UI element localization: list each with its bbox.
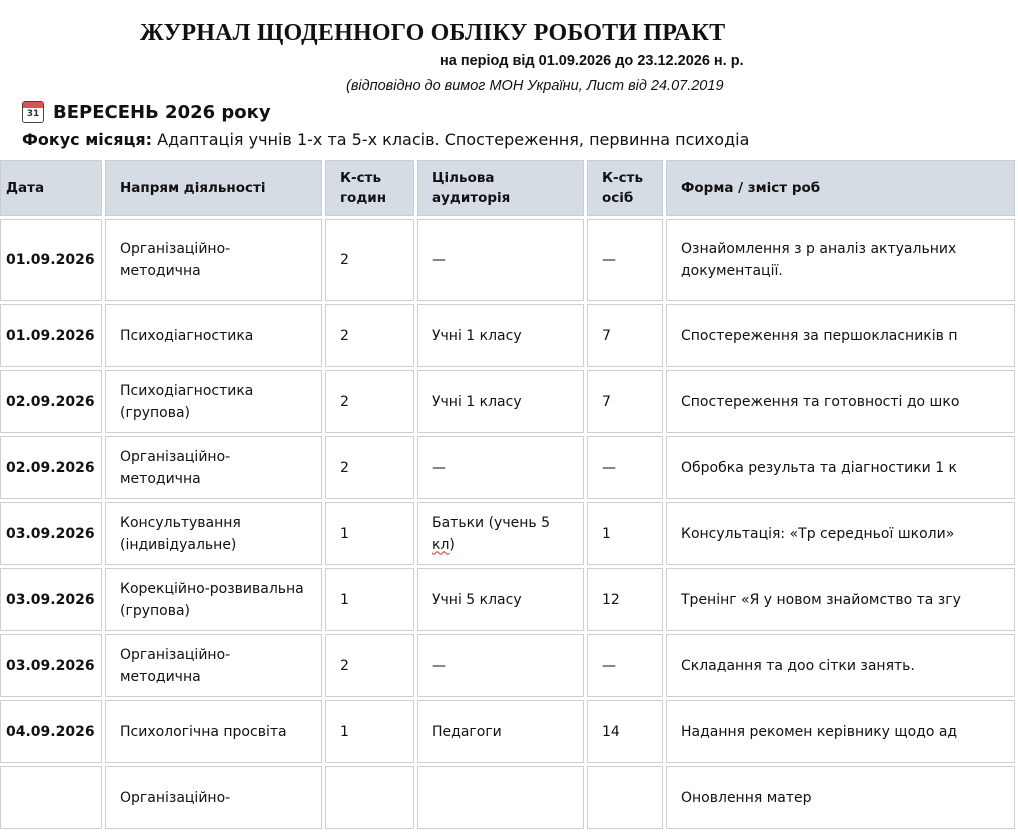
cell-direction: Консультування (індивідуальне) (105, 502, 322, 565)
table-row (0, 502, 1015, 565)
cell-date (0, 766, 102, 829)
month-heading-text: ВЕРЕСЕНЬ 2026 року (53, 101, 271, 123)
header-hours: К-сть годин (325, 160, 414, 216)
month-focus (22, 130, 749, 149)
cell-hours (325, 766, 414, 829)
cell-persons: — (587, 436, 663, 499)
cell-hours: 2 (325, 219, 414, 301)
table-row (0, 634, 1015, 697)
cell-hours: 1 (325, 568, 414, 631)
cell-hours: 2 (325, 436, 414, 499)
cell-direction: Психологічна просвіта (105, 700, 322, 763)
cell-direction: Психодіагностика (групова) (105, 370, 322, 433)
cell-date: 03.09.2026 (0, 502, 102, 565)
document-basis-note: (відповідно до вимог МОН України, Лист від 24.07.2019 (346, 78, 724, 94)
table-row (0, 436, 1015, 499)
month-heading (22, 101, 271, 123)
cell-hours: 2 (325, 370, 414, 433)
cell-date: 03.09.2026 (0, 634, 102, 697)
cell-audience: Учні 5 класу (417, 568, 584, 631)
cell-form: Обробка результа та діагностики 1 к (666, 436, 1015, 499)
header-audience: Цільова аудиторія (417, 160, 584, 216)
cell-form: Спостереження за першокласників п (666, 304, 1015, 367)
cell-form: Складання та доо сітки занять. (666, 634, 1015, 697)
header-direction: Напрям діяльності (105, 160, 322, 216)
month-focus-text: Адаптація учнів 1-х та 5-х класів. Спостереження, первинна психодіа (152, 130, 750, 149)
cell-form: Тренінг «Я у новом знайомство та згу (666, 568, 1015, 631)
audience-text: Батьки (учень 5 (432, 514, 550, 531)
cell-persons: 1 (587, 502, 663, 565)
spellcheck-flagged-word: кл (432, 536, 450, 553)
table-row (0, 700, 1015, 763)
cell-direction: Організаційно-методична (105, 634, 322, 697)
header-form: Форма / зміст роб (666, 160, 1015, 216)
table-row (0, 568, 1015, 631)
cell-date: 02.09.2026 (0, 436, 102, 499)
cell-date: 03.09.2026 (0, 568, 102, 631)
cell-persons: — (587, 219, 663, 301)
month-focus-label: Фокус місяця: (22, 130, 153, 149)
cell-persons: 12 (587, 568, 663, 631)
cell-date: 04.09.2026 (0, 700, 102, 763)
cell-audience: — (417, 634, 584, 697)
calendar-icon (22, 101, 44, 123)
audience-text-tail: ) (449, 536, 455, 553)
table-header-row (0, 160, 1015, 216)
cell-hours: 2 (325, 304, 414, 367)
cell-audience: Учні 1 класу (417, 304, 584, 367)
cell-hours: 1 (325, 700, 414, 763)
cell-date: 01.09.2026 (0, 219, 102, 301)
cell-audience: Учні 1 класу (417, 370, 584, 433)
cell-direction: Організаційно- (105, 766, 322, 829)
cell-persons: — (587, 634, 663, 697)
cell-form: Ознайомлення з р аналіз актуальних документації. (666, 219, 1015, 301)
cell-persons: 14 (587, 700, 663, 763)
cell-persons: 7 (587, 370, 663, 433)
calendar-icon-day: 31 (26, 109, 40, 119)
cell-form: Оновлення матер (666, 766, 1015, 829)
cell-date: 01.09.2026 (0, 304, 102, 367)
cell-hours: 1 (325, 502, 414, 565)
table-row (0, 219, 1015, 301)
header-persons: К-сть осіб (587, 160, 663, 216)
cell-audience: Педагоги (417, 700, 584, 763)
cell-persons (587, 766, 663, 829)
table-row (0, 766, 1015, 829)
cell-date: 02.09.2026 (0, 370, 102, 433)
cell-audience: — (417, 219, 584, 301)
table-row (0, 304, 1015, 367)
cell-direction: Організаційно-методична (105, 436, 322, 499)
document-period: на період від 01.09.2026 до 23.12.2026 н. р. (440, 53, 744, 69)
journal-table-wrapper (0, 157, 1018, 832)
cell-persons: 7 (587, 304, 663, 367)
cell-hours: 2 (325, 634, 414, 697)
cell-audience (417, 766, 584, 829)
cell-audience (417, 502, 584, 565)
journal-table (0, 157, 1018, 832)
cell-form: Надання рекомен керівнику щодо ад (666, 700, 1015, 763)
cell-form: Спостереження та готовності до шко (666, 370, 1015, 433)
cell-audience: — (417, 436, 584, 499)
cell-direction: Організаційно-методична (105, 219, 322, 301)
table-row (0, 370, 1015, 433)
cell-form: Консультація: «Тр середньої школи» (666, 502, 1015, 565)
cell-direction: Корекційно-розвивальна (групова) (105, 568, 322, 631)
cell-direction: Психодіагностика (105, 304, 322, 367)
header-date: Дата (0, 160, 102, 216)
document-title: ЖУРНАЛ ЩОДЕННОГО ОБЛІКУ РОБОТИ ПРАКТ (140, 20, 726, 46)
